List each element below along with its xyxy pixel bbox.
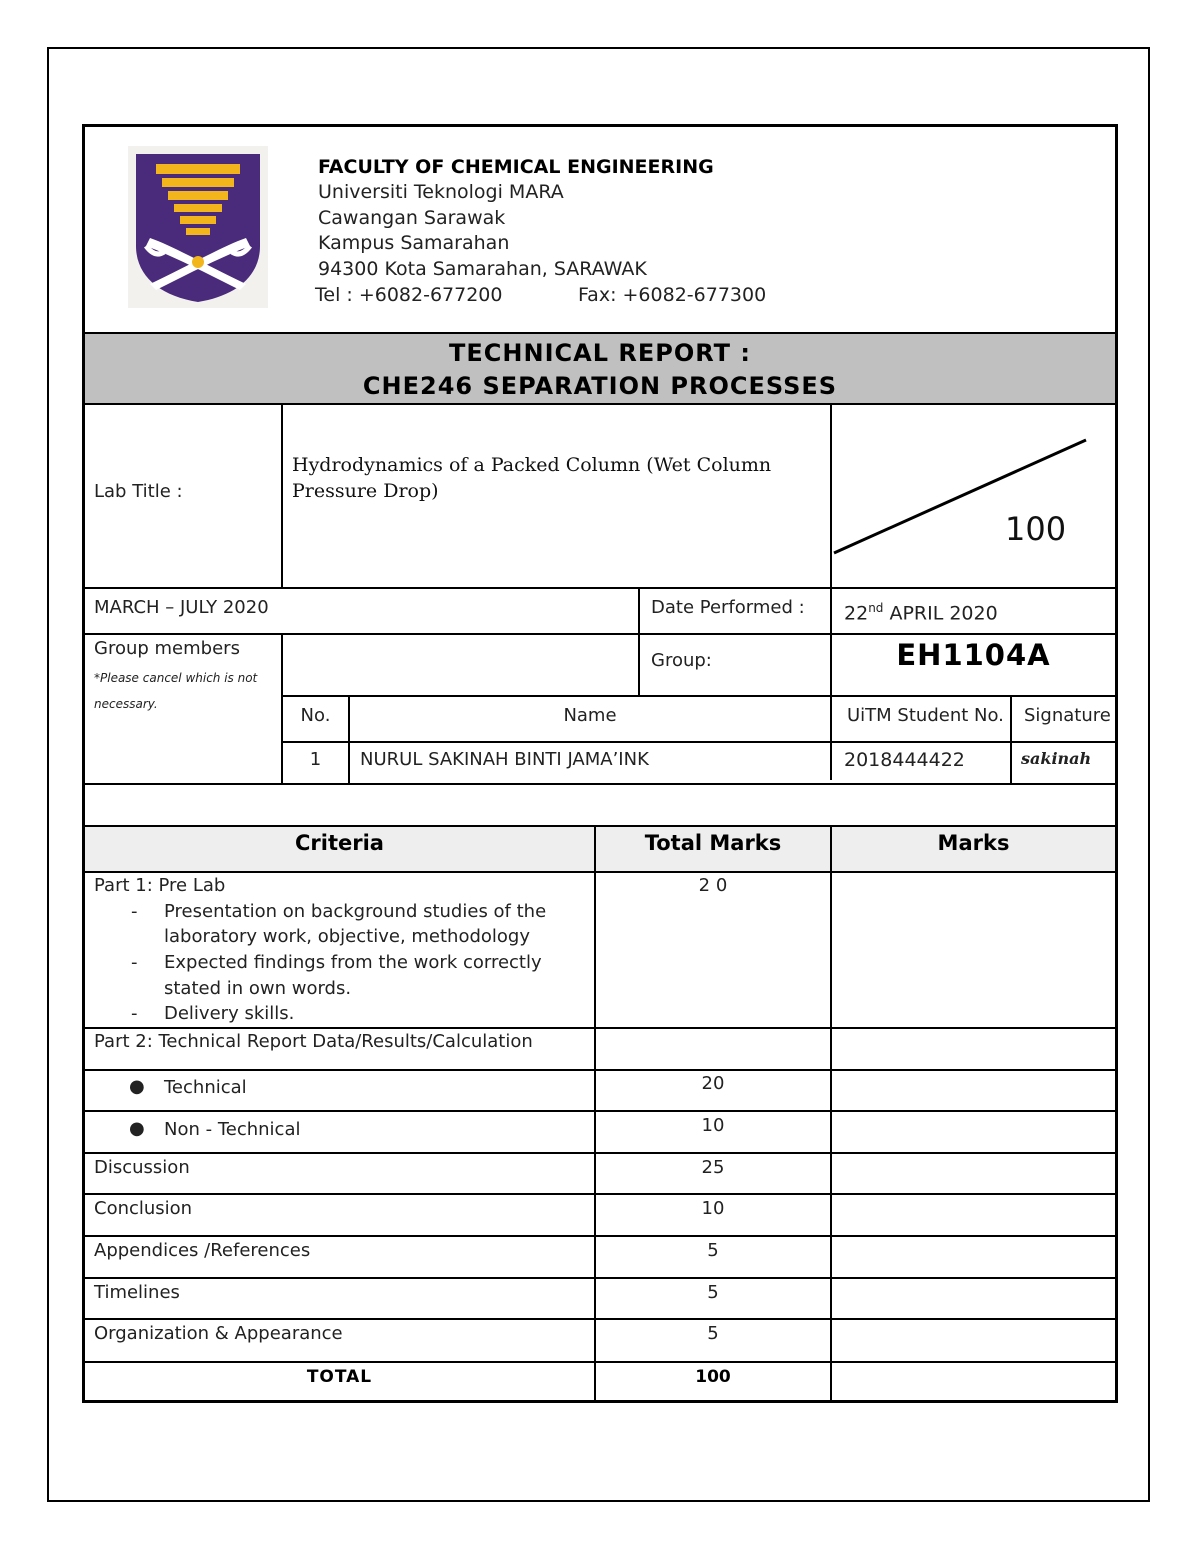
part1-item1-line2: laboratory work, objective, methodology — [164, 926, 531, 947]
part1-item2-line2: stated in own words. — [164, 978, 352, 999]
fax-line: Fax: +6082-677300 — [578, 284, 767, 306]
col-no-header: No. — [300, 705, 331, 726]
bullet-icon: ● — [129, 1118, 145, 1139]
lab-title-line1: Hydrodynamics of a Packed Column (Wet Column — [292, 454, 772, 476]
technical-total: 20 — [701, 1073, 725, 1094]
col-name-header: Name — [563, 705, 617, 726]
part2-title: Part 2: Technical Report Data/Results/Calculation — [94, 1031, 533, 1052]
uitm-logo — [128, 146, 268, 308]
member-student-no: 2018444422 — [844, 749, 965, 771]
part1-title: Part 1: Pre Lab — [94, 875, 226, 896]
discussion-total: 25 — [701, 1157, 725, 1178]
university-name: Universiti Teknologi MARA — [318, 181, 564, 203]
part1-item1-line1: Presentation on background studies of the — [164, 901, 547, 922]
part1-item2-line1: Expected findings from the work correctly — [164, 952, 542, 973]
report-title-line1: TECHNICAL REPORT : — [449, 339, 751, 367]
address-line: 94300 Kota Samarahan, SARAWAK — [318, 258, 647, 280]
group-members-label: Group members — [94, 638, 240, 659]
organization-total: 5 — [707, 1323, 719, 1344]
non-technical-label: Non - Technical — [164, 1119, 301, 1140]
date-performed-label: Date Performed : — [651, 597, 805, 618]
branch-name: Cawangan Sarawak — [318, 207, 506, 229]
total-marks-header: Total Marks — [644, 831, 782, 855]
report-title-line2: CHE246 SEPARATION PROCESSES — [362, 372, 838, 400]
member-no: 1 — [309, 749, 322, 770]
part1-item3: Delivery skills. — [164, 1003, 295, 1024]
score-slash — [832, 404, 1115, 587]
faculty-name: FACULTY OF CHEMICAL ENGINEERING — [318, 156, 714, 178]
conclusion-label: Conclusion — [94, 1198, 193, 1219]
timelines-total: 5 — [707, 1282, 719, 1303]
member-name: NURUL SAKINAH BINTI JAMA’INK — [360, 749, 649, 770]
semester-text: MARCH – JULY 2020 — [94, 597, 269, 618]
score-total: 100 — [1005, 510, 1067, 548]
cancel-note-line1: *Please cancel which is not — [94, 671, 258, 685]
date-performed-value: 22nd APRIL 2020 — [844, 601, 998, 625]
criteria-header: Criteria — [295, 831, 384, 855]
conclusion-total: 10 — [701, 1198, 725, 1219]
group-value: EH1104A — [896, 638, 1051, 672]
total-row-label: TOTAL — [306, 1367, 373, 1387]
col-signature-header: Signature — [1024, 705, 1111, 726]
lab-title-label: Lab Title : — [94, 481, 183, 502]
member-signature: sakinah — [1021, 749, 1092, 768]
bullet-icon: ● — [129, 1076, 145, 1097]
part1-total: 2 0 — [698, 875, 728, 896]
cancel-note-line2: necessary. — [94, 697, 158, 711]
lab-title-line2: Pressure Drop) — [292, 480, 439, 502]
technical-label: Technical — [164, 1077, 247, 1098]
report-cover-sheet: FACULTY OF CHEMICAL ENGINEERING Universiti Teknologi MARA Cawangan Sarawak Kampus Samarahan 94300 Kota Samarahan, SARAWAK Tel : +6082-677200 Fax: +6082-677300 TECHNICAL REPORT : CHE246 SEPARATION PROCESSES Lab Title : Hydrodynamics of a Packed Column (Wet Column Pressure Drop) 100 MARCH – JULY 2020 Date Performed : 22nd APRIL 2020 Group members *Please cancel which is not necessary. Group: EH1104A No. Name UiTM Student No. Signature 1 NURUL SAKINAH BINTI JAMA’INK 2018444422 sakinah Criteria Total Marks Marks Part 1: Pre Lab - Presentation on background studies of the laboratory work, objective, methodology - Expected findings from the work correctly stated in own words. - Delivery skills. 2 0 Part 2: Technical Report Data/Results/Calculation ● Technical 20 ● Non - Technical 10 Discussion 25 Conclusion 10 Appendices /References 5 Timelines 5 Organization & Appearance 5 TOTAL 100 — [82, 124, 1118, 1403]
col-student-no-header: UiTM Student No. — [847, 705, 1004, 726]
organization-label: Organization & Appearance — [94, 1323, 343, 1344]
timelines-label: Timelines — [94, 1282, 180, 1303]
appendices-total: 5 — [707, 1240, 719, 1261]
tel-line: Tel : +6082-677200 — [315, 284, 503, 306]
marks-header: Marks — [937, 831, 1010, 855]
appendices-label: Appendices /References — [94, 1240, 311, 1261]
total-row-value: 100 — [695, 1367, 731, 1387]
campus-name: Kampus Samarahan — [318, 232, 510, 254]
discussion-label: Discussion — [94, 1157, 190, 1178]
group-label: Group: — [651, 650, 712, 671]
non-technical-total: 10 — [701, 1115, 725, 1136]
